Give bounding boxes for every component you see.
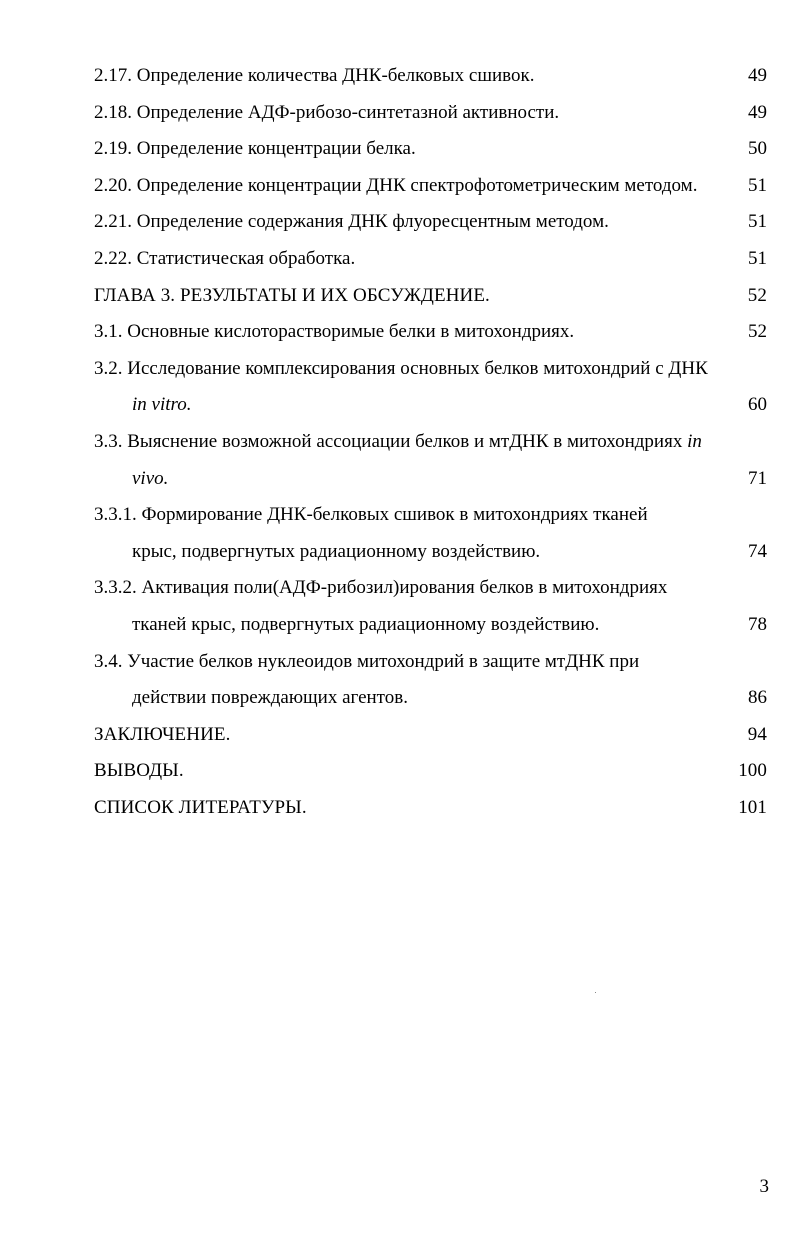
toc-entry-3-4: [94, 644, 767, 681]
toc-entry-title: ГЛАВА 3. РЕЗУЛЬТАТЫ И ИХ ОБСУЖДЕНИЕ.: [94, 284, 490, 306]
toc-entry-title: 3.3.2. Активация поли(АДФ-рибозил)ирования белков в митохондриях: [94, 577, 668, 599]
toc-entry-title: 2.19. Определение концентрации белка.: [94, 138, 416, 160]
toc-entry-title: ВЫВОДЫ.: [94, 760, 184, 782]
toc-entry-title: СПИСОК ЛИТЕРАТУРЫ.: [94, 796, 307, 818]
toc-entry-3-3-2-continuation: [94, 607, 767, 644]
toc-entry-page: 51: [748, 211, 767, 233]
toc-entry-page: 78: [748, 613, 767, 635]
toc-entry-2-21: [94, 204, 767, 241]
toc-entry-3-3-1: [94, 497, 767, 534]
toc-entry-3-3-2: [94, 570, 767, 607]
toc-entry-title: 2.18. Определение АДФ-рибозо-синтетазной активности.: [94, 101, 560, 123]
toc-entry-page: 51: [748, 247, 767, 269]
toc-entry-2-19: [94, 131, 767, 168]
toc-entry-conclusion: [94, 717, 767, 754]
toc-entry-findings: [94, 753, 767, 790]
toc-entry-3-2: [94, 351, 767, 388]
toc-entry-3-2-continuation: [94, 387, 767, 424]
toc-entry-chapter-3: [94, 278, 767, 315]
toc-entry-title-italic: in: [687, 430, 702, 452]
toc-entry-page: 74: [748, 540, 767, 562]
toc-entry-3-3-1-continuation: [94, 534, 767, 571]
toc-entry-page: 49: [748, 101, 767, 123]
toc-entry-3-3: [94, 424, 767, 461]
toc-entry-page: 86: [748, 687, 767, 709]
toc-entry-2-18: [94, 95, 767, 132]
toc-entry-title: 3.3. Выяснение возможной ассоциации белков и мтДНК в митохондриях: [94, 430, 683, 452]
toc-entry-title: 2.20. Определение концентрации ДНК спектрофотометрическим методом.: [94, 174, 698, 196]
toc-entry-title-continuation: in vitro.: [132, 394, 192, 416]
toc-entry-3-3-continuation: [94, 461, 767, 498]
toc-entry-page: 101: [738, 796, 767, 818]
page-number: 3: [759, 1176, 769, 1197]
toc-entry-page: 71: [748, 467, 767, 489]
toc-entry-3-4-continuation: [94, 680, 767, 717]
toc-entry-title: 3.3.1. Формирование ДНК-белковых сшивок в митохондриях тканей: [94, 504, 648, 526]
toc-entry-title: 2.17. Определение количества ДНК-белковых сшивок.: [94, 65, 535, 86]
toc-entry-2-22: [94, 241, 767, 278]
toc-entry-title-continuation: vivo.: [132, 467, 169, 489]
toc-entry-title: 3.4. Участие белков нуклеоидов митохондрий в защите мтДНК при: [94, 650, 640, 672]
toc-entry-title-continuation: действии повреждающих агентов.: [132, 687, 408, 709]
toc-entry-page: 52: [748, 321, 767, 343]
toc-entry-title: 3.1. Основные кислоторастворимые белки в митохондриях.: [94, 321, 575, 343]
toc-entry-page: 100: [738, 760, 767, 782]
toc-entry-title: 3.2. Исследование комплексирования основных белков митохондрий с ДНК: [94, 357, 708, 379]
toc-entry-page: 49: [748, 65, 767, 86]
toc-entry-page: 60: [748, 394, 767, 416]
toc-entry-page: 50: [748, 138, 767, 160]
toc-entry-title: 2.22. Статистическая обработка.: [94, 247, 356, 269]
scan-speck: [595, 992, 596, 993]
toc-entry-page: 51: [748, 174, 767, 196]
toc-entry-references: [94, 790, 767, 827]
toc-entry-page: 52: [747, 284, 767, 306]
toc-entry-title: ЗАКЛЮЧЕНИЕ.: [94, 723, 231, 745]
toc-entry-title: 2.21. Определение содержания ДНК флуоресцентным методом.: [94, 211, 609, 233]
toc-entry-2-17: [94, 58, 767, 95]
toc-entry-title-continuation: крыс, подвергнутых радиационному воздействию.: [132, 540, 541, 562]
toc-entry-title-continuation: тканей крыс, подвергнутых радиационному воздействию.: [132, 613, 600, 635]
table-of-contents: [94, 58, 767, 826]
toc-entry-3-1: [94, 314, 767, 351]
toc-entry-page: 94: [747, 723, 767, 745]
toc-entry-2-20: [94, 168, 767, 205]
